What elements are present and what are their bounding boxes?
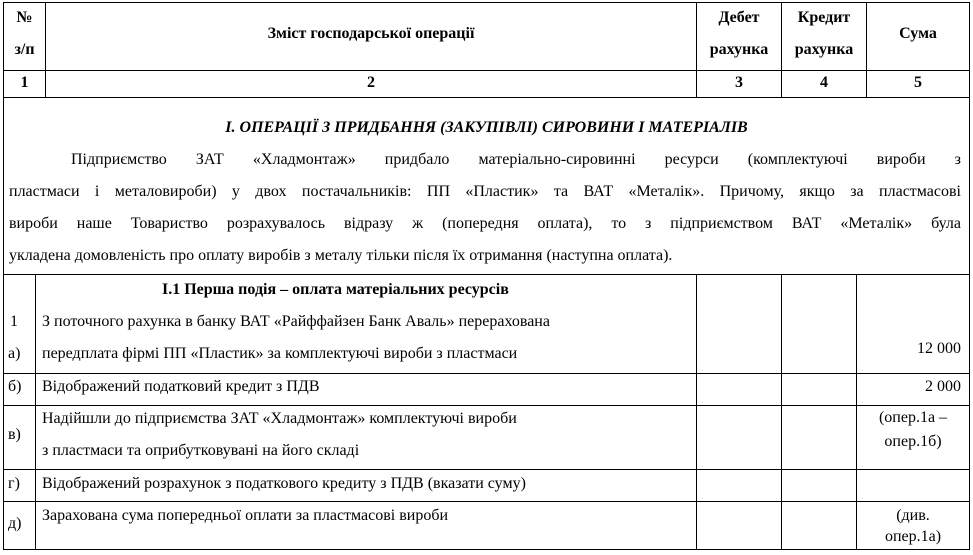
- event-title: І.1 Перша подія – оплата матеріальних ресурсів: [162, 281, 509, 298]
- section-paragraph-line: укладена домовленість про оплату виробів з металу тільки після їх отримання (наступна оплата).: [9, 247, 673, 264]
- section-title: І. ОПЕРАЦІЇ З ПРИДБАННЯ (ЗАКУПІВЛІ) СИРОВИНИ І МАТЕРІАЛІВ: [225, 119, 748, 136]
- table-border-bottom: [3, 549, 970, 550]
- header-number-label: з/п: [14, 41, 35, 58]
- row-description: Відображений податковий кредит з ПДВ: [42, 378, 320, 395]
- column-number: 1: [20, 74, 29, 91]
- row-separator: [3, 405, 970, 406]
- header-separator: [3, 70, 970, 71]
- header-debit-label: Дебет: [718, 9, 760, 26]
- row-number: 1: [10, 313, 18, 330]
- column-number: 2: [367, 74, 375, 91]
- row-separator: [3, 469, 970, 470]
- header-content-label: Зміст господарської операції: [267, 25, 475, 42]
- column-number-separator: [3, 97, 970, 98]
- column-number: 4: [820, 74, 828, 91]
- table-border-top: [3, 2, 970, 3]
- row-description: з пластмаси та оприбутковувані на його складі: [42, 442, 360, 459]
- row-sum: (опер.1а –: [878, 409, 948, 426]
- header-number-label: №: [16, 9, 33, 26]
- row-sum: опер.1б): [884, 433, 942, 450]
- section-paragraph-line: Підприємство ЗАТ «Хладмонтаж» придбало матеріально-сировинні ресурси (комплектуючі вироби з: [71, 151, 961, 168]
- row-sum: опер.1а): [884, 528, 942, 545]
- row-sum: 2 000: [925, 378, 961, 395]
- row-description: Зарахована сума попередньої оплати за пластмасові вироби: [42, 507, 449, 524]
- row-number: б): [8, 378, 22, 395]
- row-number: г): [8, 475, 20, 492]
- row-description: передплата фірмі ПП «Пластик» за комплектуючі вироби з пластмаси: [42, 345, 518, 362]
- column-divider: [696, 274, 697, 550]
- row-separator: [3, 373, 970, 374]
- row-sum: (див.: [896, 507, 930, 524]
- column-number: 5: [914, 74, 922, 91]
- row-description: Відображений розрахунок з податкового кредиту з ПДВ (вказати суму): [42, 475, 526, 492]
- header-credit-label: рахунка: [794, 41, 854, 58]
- row-number: д): [8, 515, 22, 532]
- section-paragraph-line: пластмаси і металовироби) у двох постачальників: ПП «Пластик» та ВАТ «Металік». Причому, якщо за пластмасові: [9, 183, 961, 200]
- row-number: а): [8, 345, 21, 362]
- header-credit-label: Кредит: [797, 9, 851, 26]
- row-number: в): [8, 426, 21, 443]
- header-debit-label: рахунка: [709, 41, 769, 58]
- section-paragraph-line: вироби наше Товариство розрахувалось відразу ж (попередня оплата), то з підприємством ВАТ «Металік» була: [9, 215, 961, 232]
- row-description: З поточного рахунка в банку ВАТ «Райффайзен Банк Аваль» перерахована: [42, 313, 550, 330]
- header-sum-label: Сума: [899, 25, 937, 42]
- row-sum: 12 000: [917, 340, 961, 357]
- column-number: 3: [735, 74, 743, 91]
- row-description: Надійшли до підприємства ЗАТ «Хладмонтаж» комплектуючі вироби: [42, 410, 517, 427]
- row-separator: [3, 501, 970, 502]
- column-divider: [35, 274, 36, 550]
- table-border-right: [969, 2, 970, 550]
- column-divider: [781, 274, 782, 550]
- section-separator: [3, 274, 970, 275]
